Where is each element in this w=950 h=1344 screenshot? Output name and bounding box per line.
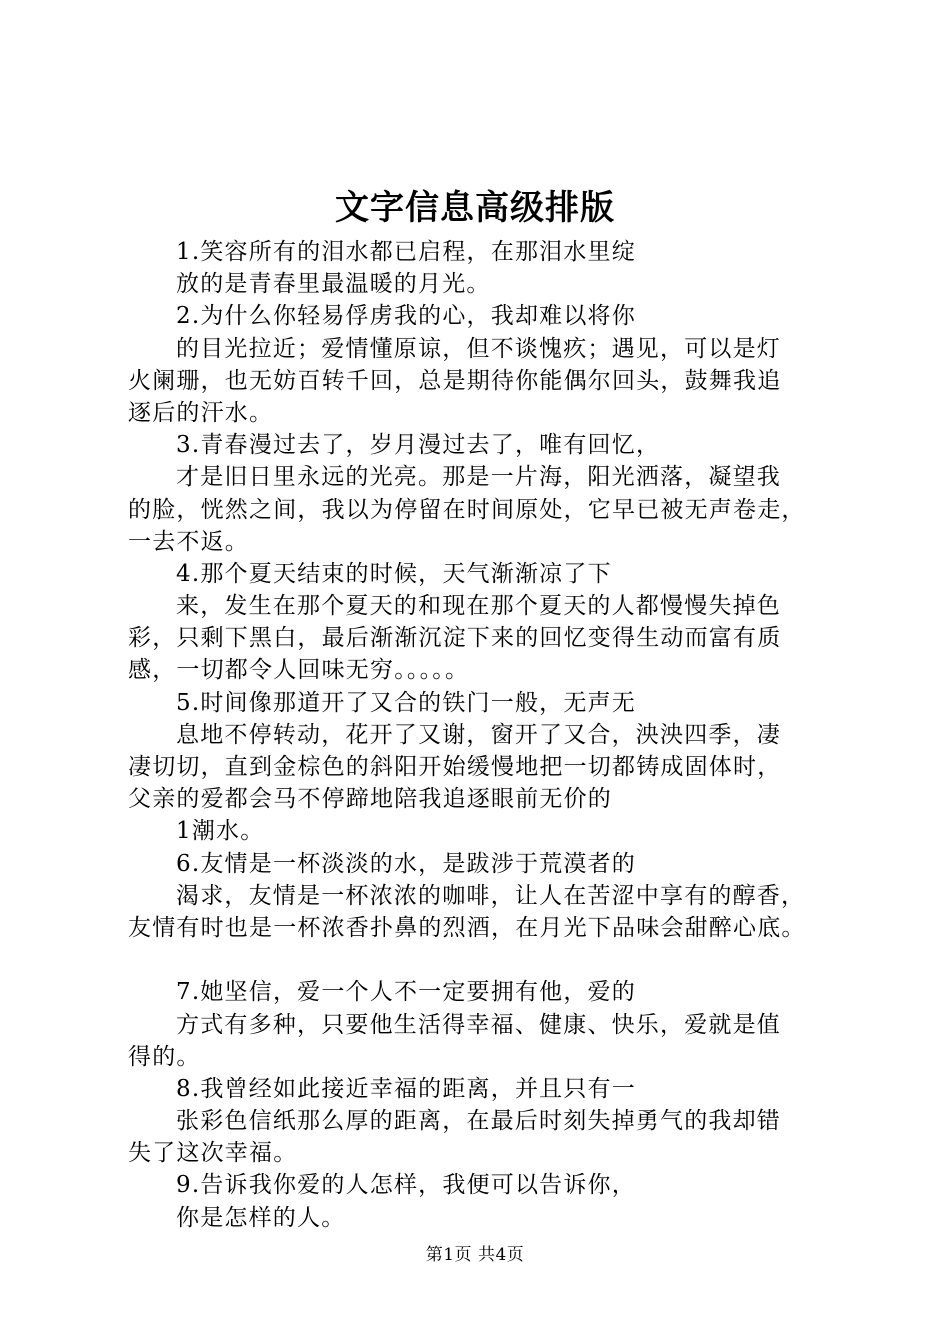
- paragraph-line: 渴求，友情是一杯浓浓的咖啡，让人在苦涩中享有的醇香，: [176, 882, 806, 909]
- paragraph-line: 9.告诉我你爱的人怎样，我便可以告诉你，: [176, 1172, 636, 1199]
- page-footer: 第1页 共4页: [425, 1245, 525, 1265]
- paragraph-line: 2.为什么你轻易俘虏我的心，我却难以将你: [176, 303, 636, 330]
- paragraph-line: 1潮水。: [176, 818, 265, 845]
- paragraph-line: 6.友情是一杯淡淡的水，是跋涉于荒漠者的: [176, 850, 636, 877]
- paragraph-line: 5.时间像那道开了又合的铁门一般，无声无: [176, 689, 636, 716]
- paragraph-line: 7.她坚信，爱一个人不一定要拥有他，爱的: [176, 979, 636, 1006]
- paragraph-line: 放的是青春里最温暖的月光。: [176, 271, 491, 298]
- paragraph-line: 才是旧日里永远的光亮。那是一片海，阳光洒落，凝望我: [176, 464, 781, 491]
- paragraph-line: 凄切切，直到金棕色的斜阳开始缓慢地把一切都铸成固体时，: [128, 754, 782, 780]
- paragraph-line: 的目光拉近；爱情懂原谅，但不谈愧疚；遇见，可以是灯: [176, 335, 781, 362]
- paragraph-line: 感，一切都令人回味无穷。。。。。: [128, 657, 470, 684]
- paragraph-line: 4.那个夏天结束的时候，天气渐渐凉了下: [176, 560, 612, 587]
- paragraph-line: 来，发生在那个夏天的和现在那个夏天的人都慢慢失掉色: [176, 593, 781, 620]
- paragraph-line: 父亲的爱都会马不停蹄地陪我追逐眼前无价的: [128, 786, 612, 813]
- paragraph-line: 你是怎样的人。: [176, 1204, 346, 1231]
- paragraph-line: 逐后的汗水。: [128, 399, 274, 426]
- paragraph-line: 1.笑容所有的泪水都已启程，在那泪水里绽: [176, 239, 636, 265]
- paragraph-line: 友情有时也是一杯浓香扑鼻的烈酒，在月光下品味会甜醉心底。: [128, 914, 806, 941]
- paragraph-line: 火阑珊，也无妨百转千回，总是期待你能偶尔回头，鼓舞我追: [128, 367, 782, 394]
- paragraph-line: 的脸，恍然之间，我以为停留在时间原处，它早已被无声卷走，: [128, 496, 806, 523]
- document-body: [128, 236, 858, 1234]
- paragraph-line: 失了这次幸福。: [128, 1140, 298, 1167]
- paragraph-line: 张彩色信纸那么厚的距离，在最后时刻失掉勇气的我却错: [176, 1108, 781, 1135]
- paragraph-line: 3.青春漫过去了，岁月漫过去了，唯有回忆，: [176, 432, 661, 459]
- paragraph-line: 8.我曾经如此接近幸福的距离，并且只有一: [176, 1075, 636, 1102]
- paragraph-line: 彩，只剩下黑白，最后渐渐沉淀下来的回忆变得生动而富有质: [128, 625, 782, 652]
- paragraph-line: 方式有多种，只要他生活得幸福、健康、快乐，爱就是值: [176, 1011, 781, 1038]
- paragraph-line: 得的。: [128, 1043, 201, 1070]
- blank-line: [128, 944, 858, 976]
- paragraph-line: 息地不停转动，花开了又谢，窗开了又合，泱泱四季，凄: [176, 721, 781, 748]
- paragraph-line: 一去不返。: [128, 528, 249, 555]
- document-title: 文字信息高级排版: [335, 188, 615, 228]
